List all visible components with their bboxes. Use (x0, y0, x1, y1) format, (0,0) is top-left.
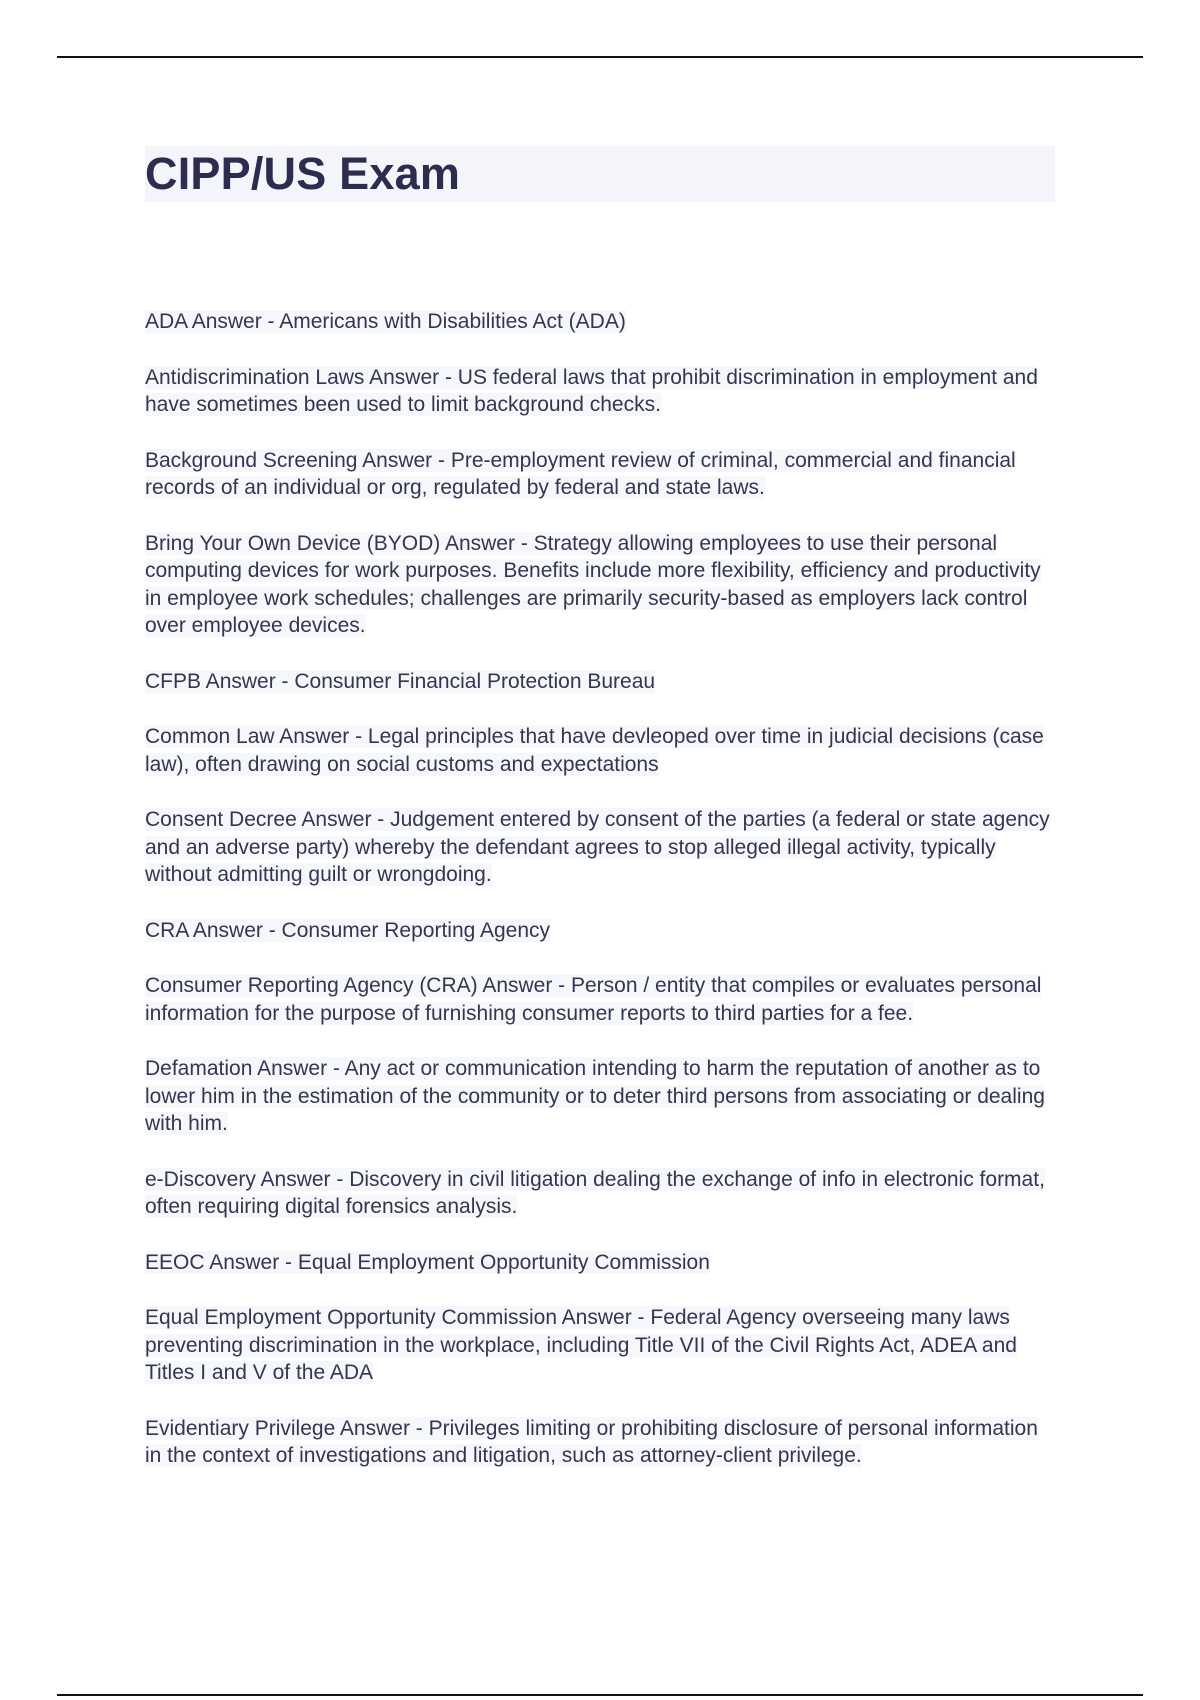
glossary-list (145, 308, 1055, 1470)
glossary-entry (145, 1304, 1055, 1387)
glossary-entry-text: Background Screening Answer - Pre-employment review of criminal, commercial and financial records of an individual or org, regulated by federal and state laws. (145, 448, 1016, 499)
glossary-entry-text: Bring Your Own Device (BYOD) Answer - Strategy allowing employees to use their personal computing devices for work purposes. Benefits include more flexibility, efficiency and productivity in employee work schedules; challenges are primarily security-based as employers lack control over employee devices. (145, 531, 1041, 637)
glossary-entry-text: CFPB Answer - Consumer Financial Protection Bureau (145, 669, 656, 693)
glossary-entry-text: e-Discovery Answer - Discovery in civil litigation dealing the exchange of info in electronic format, often requiring digital forensics analysis. (145, 1167, 1045, 1218)
glossary-entry (145, 1166, 1055, 1221)
glossary-entry-text: Evidentiary Privilege Answer - Privileges limiting or prohibiting disclosure of personal information in the context of investigations and litigation, such as attorney-client privilege. (145, 1416, 1038, 1467)
header-rule (57, 56, 1143, 58)
glossary-entry-text: Antidiscrimination Laws Answer - US federal laws that prohibit discrimination in employment and have sometimes been used to limit background checks. (145, 365, 1038, 416)
glossary-entry (145, 1055, 1055, 1138)
document-page (145, 146, 1055, 1498)
glossary-entry-text: EEOC Answer - Equal Employment Opportunity Commission (145, 1250, 710, 1274)
glossary-entry (145, 668, 1055, 696)
footer-rule (57, 1694, 1143, 1696)
glossary-entry (145, 1249, 1055, 1277)
glossary-entry-text: ADA Answer - Americans with Disabilities Act (ADA) (145, 310, 626, 333)
glossary-entry (145, 806, 1055, 889)
glossary-entry (145, 530, 1055, 640)
glossary-entry-text: Common Law Answer - Legal principles that have devleoped over time in judicial decisions (case law), often drawing on social customs and expectations (145, 725, 1044, 776)
glossary-entry-text: Consumer Reporting Agency (CRA) Answer - Person / entity that compiles or evaluates personal information for the purpose of furnishing consumer reports to third parties for a fee. (145, 974, 1042, 1025)
glossary-entry (145, 447, 1055, 502)
glossary-entry (145, 972, 1055, 1027)
glossary-entry (145, 308, 1055, 336)
glossary-entry (145, 723, 1055, 778)
title-band (145, 146, 1055, 202)
glossary-entry-text: Equal Employment Opportunity Commission Answer - Federal Agency overseeing many laws preventing discrimination in the workplace, including Title VII of the Civil Rights Act, ADEA and Titles I and V of the ADA (145, 1306, 1017, 1384)
document-title: CIPP/US Exam (145, 148, 461, 199)
glossary-entry-text: CRA Answer - Consumer Reporting Agency (145, 918, 551, 942)
glossary-entry-text: Consent Decree Answer - Judgement entered by consent of the parties (a federal or state agency and an adverse party) whereby the defendant agrees to stop alleged illegal activity, typically without admitting guilt or wrongdoing. (145, 808, 1050, 886)
glossary-entry (145, 1415, 1055, 1470)
glossary-entry (145, 917, 1055, 945)
glossary-entry-text: Defamation Answer - Any act or communication intending to harm the reputation of another as to lower him in the estimation of the community or to deter third persons from associating or dealing with him. (145, 1057, 1045, 1135)
glossary-entry (145, 364, 1055, 419)
